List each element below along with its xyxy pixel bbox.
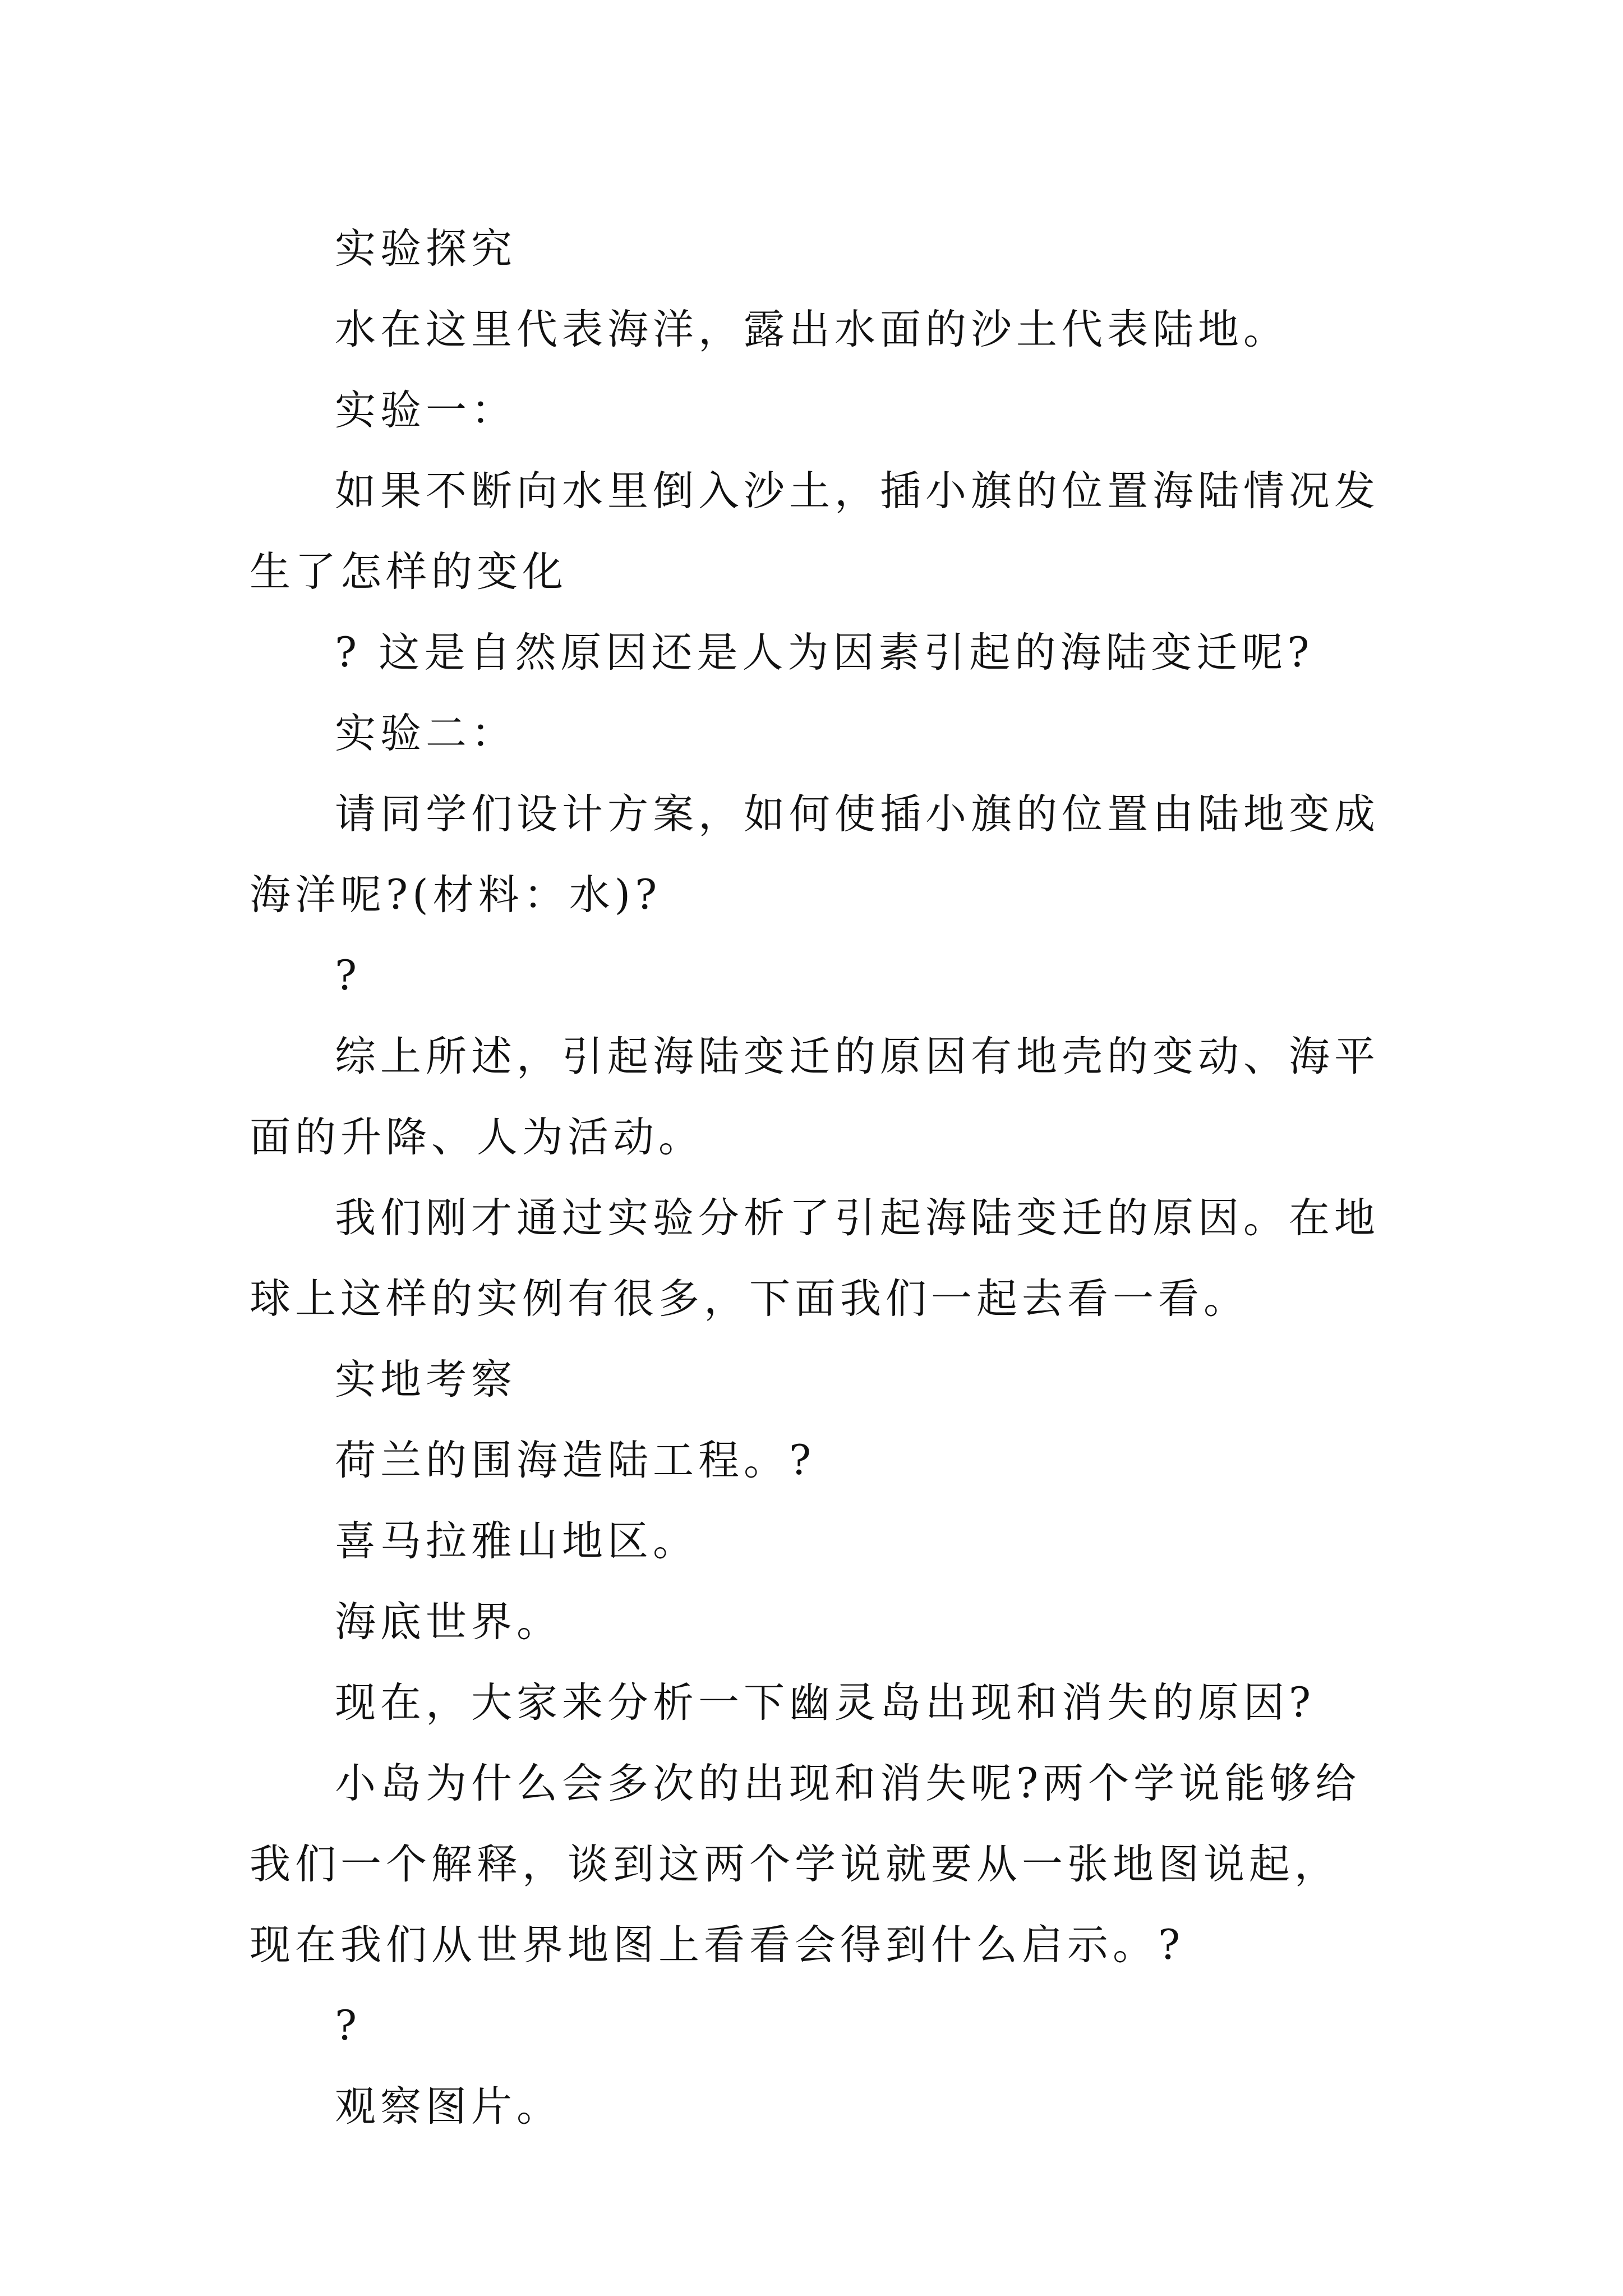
paragraph-transition: 我们刚才通过实验分析了引起海陆变迁的原因。在地球上这样的实例有很多，下面我们一起去看一看。 xyxy=(250,1194,1380,1323)
paragraph-ghost-island: 现在，大家来分析一下幽灵岛出现和消失的原因? xyxy=(335,1679,1316,1727)
paragraph-experiment-two-task: 请同学们设计方案，如何使插小旗的位置由陆地变成海洋呢?(材料：水)? xyxy=(250,790,1380,919)
document-body xyxy=(250,209,1382,2147)
paragraph-himalaya: 喜马拉雅山地区。 xyxy=(335,1517,698,1565)
paragraph-setup: 水在这里代表海洋，露出水面的沙土代表陆地。 xyxy=(335,306,1289,353)
paragraph-question-mark: ? xyxy=(335,952,362,1000)
paragraph-experiment-one-followup: ? 这是自然原因还是人为因素引起的海陆变迁呢? xyxy=(335,629,1314,677)
paragraph-heading-experiment: 实验探究 xyxy=(335,225,517,273)
paragraph-island-explanation: 小岛为什么会多次的出现和消失呢?两个学说能够给我们一个解释，谈到这两个学说就要从一张地图说起，现在我们从世界地图上看看会得到什么启示。? xyxy=(250,1760,1361,1969)
paragraph-experiment-one-question: 如果不断向水里倒入沙土，插小旗的位置海陆情况发生了怎样的变化 xyxy=(250,467,1380,596)
paragraph-experiment-one-label: 实验一： xyxy=(335,386,517,434)
paragraph-netherlands: 荷兰的围海造陆工程。? xyxy=(335,1437,816,1484)
paragraph-experiment-two-label: 实验二： xyxy=(335,710,517,757)
paragraph-observe-pictures: 观察图片。 xyxy=(335,2083,562,2131)
paragraph-question-mark-2: ? xyxy=(335,2002,362,2050)
paragraph-seafloor: 海底世界。 xyxy=(335,1598,562,1646)
paragraph-heading-field-study: 实地考察 xyxy=(335,1356,517,1404)
paragraph-summary: 综上所述，引起海陆变迁的原因有地壳的变动、海平面的升降、人为活动。 xyxy=(250,1033,1380,1161)
